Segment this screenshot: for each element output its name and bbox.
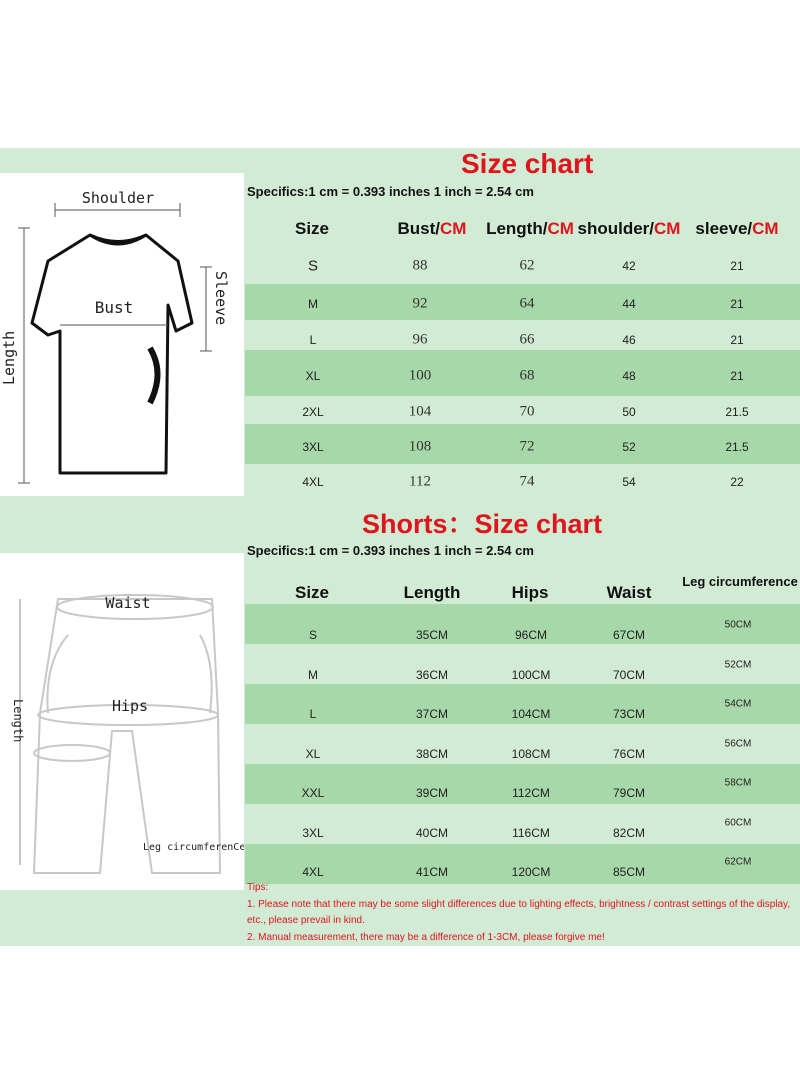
tshirt-illustration bbox=[0, 173, 244, 496]
shirt-cell: 104 bbox=[408, 403, 432, 420]
shorts-cell: 62CM bbox=[724, 856, 752, 868]
hips-label: Hips bbox=[111, 697, 149, 715]
shorts-header-leg: Leg circumference bbox=[682, 574, 798, 589]
tips-line-2: 2. Manual measurement, there may be a difference of 1-3CM, please forgive me! bbox=[247, 932, 605, 943]
shorts-cell: 85CM bbox=[612, 865, 646, 879]
shorts-cell: S bbox=[308, 628, 318, 642]
shirt-cell: L bbox=[309, 333, 317, 347]
shirt-cell: 21 bbox=[730, 259, 744, 273]
shorts-length-label: Length bbox=[11, 699, 25, 743]
shirt-cell: 4XL bbox=[302, 475, 324, 489]
leg-circumference-label: Leg circumferenCe bbox=[143, 842, 244, 853]
length-label: Length bbox=[0, 330, 18, 385]
shorts-cell: 41CM bbox=[415, 865, 449, 879]
shorts-cell: 58CM bbox=[724, 777, 752, 789]
shirt-cell: 21 bbox=[730, 297, 744, 311]
shirt-cell: 108 bbox=[408, 438, 432, 455]
bust-label: Bust bbox=[94, 298, 134, 317]
shorts-cell: M bbox=[308, 667, 318, 682]
shirt-cell: 2XL bbox=[302, 405, 324, 419]
shorts-cell: 4XL bbox=[302, 865, 324, 879]
shorts-cell: 67CM bbox=[612, 628, 646, 642]
shirt-header-sleeve: sleeve/CM bbox=[695, 219, 779, 238]
shorts-cell: 36CM bbox=[415, 667, 449, 682]
shorts-cell: 50CM bbox=[724, 619, 752, 631]
shirt-header-size: Size bbox=[294, 219, 330, 238]
shirt-header-shoulder: shoulder/CM bbox=[577, 219, 681, 238]
shirt-cell: 3XL bbox=[302, 440, 324, 454]
shirt-cell: 46 bbox=[622, 333, 636, 347]
shorts-illustration bbox=[0, 553, 244, 890]
shirt-cell: 48 bbox=[622, 369, 636, 383]
shirt-cell: 72 bbox=[519, 438, 535, 455]
shirt-cell: 50 bbox=[622, 405, 636, 419]
tshirt-diagram bbox=[0, 173, 244, 496]
shirt-header-length: Length/CM bbox=[486, 219, 574, 238]
shorts-cell: 38CM bbox=[415, 746, 449, 761]
shirt-cell: 74 bbox=[519, 473, 535, 490]
shoulder-label: Shoulder bbox=[81, 189, 155, 207]
shirt-cell: 68 bbox=[519, 367, 535, 384]
shorts-cell: 60CM bbox=[724, 817, 752, 828]
shirt-cell: 44 bbox=[622, 297, 636, 311]
shorts-cell: 37CM bbox=[415, 707, 449, 721]
shirt-cell: S bbox=[307, 257, 319, 275]
shirt-cell: 92 bbox=[412, 295, 428, 312]
tips-heading: Tips: bbox=[247, 882, 269, 893]
shorts-header-size: Size bbox=[294, 583, 330, 602]
sleeve-label: Sleeve bbox=[212, 271, 230, 326]
shirt-cell: 66 bbox=[519, 331, 535, 348]
shorts-cell: 76CM bbox=[612, 746, 646, 761]
shorts-cell: 3XL bbox=[302, 825, 324, 840]
shorts-cell: XXL bbox=[301, 786, 325, 800]
shorts-title: Shorts：Size chart bbox=[362, 509, 603, 539]
shirt-cell: 22 bbox=[730, 475, 744, 489]
tips-line-1: 1. Please note that there may be some slight differences due to lighting effects, brightness / contrast settings of the display, bbox=[247, 899, 791, 910]
shorts-cell: L bbox=[309, 707, 317, 721]
shorts-cell: 96CM bbox=[514, 628, 548, 642]
shorts-cell: 54CM bbox=[724, 698, 752, 710]
shorts-header-hips: Hips bbox=[511, 583, 549, 602]
shorts-cell: XL bbox=[305, 746, 321, 761]
shirt-cell: 96 bbox=[412, 331, 428, 348]
shorts-cell: 112CM bbox=[512, 786, 550, 800]
shirt-cell: 52 bbox=[622, 440, 636, 454]
waist-label: Waist bbox=[105, 594, 151, 612]
shorts-cell: 120CM bbox=[511, 865, 551, 879]
shirt-cell: XL bbox=[305, 369, 321, 383]
shirt-specifics: Specifics:1 cm = 0.393 inches 1 inch = 2.54 cm bbox=[247, 184, 534, 199]
shorts-cell: 35CM bbox=[415, 628, 449, 642]
shirt-cell: 21 bbox=[730, 333, 744, 347]
shorts-cell: 79CM bbox=[612, 786, 646, 800]
shorts-header-waist: Waist bbox=[606, 583, 652, 602]
shirt-header-bust: Bust/CM bbox=[397, 219, 467, 238]
shirt-cell: 21 bbox=[730, 369, 744, 383]
shorts-cell: 116CM bbox=[512, 825, 550, 840]
shirt-cell: 88 bbox=[412, 257, 428, 274]
shorts-header-length: Length bbox=[403, 583, 461, 602]
shirt-cell: 54 bbox=[622, 475, 636, 489]
shorts-cell: 108CM bbox=[511, 746, 551, 761]
shirt-cell: M bbox=[308, 297, 318, 311]
shorts-cell: 52CM bbox=[724, 659, 752, 670]
shorts-cell: 56CM bbox=[724, 738, 752, 749]
shirt-title: Size chart bbox=[461, 148, 594, 179]
shorts-cell: 40CM bbox=[415, 825, 449, 840]
shirt-cell: 100 bbox=[408, 367, 432, 384]
shorts-cell: 39CM bbox=[415, 786, 449, 800]
tips-line-1b: etc., please prevail in kind. bbox=[247, 915, 365, 926]
shorts-diagram bbox=[0, 553, 244, 890]
shorts-cell: 82CM bbox=[612, 825, 646, 840]
shirt-cell: 112 bbox=[409, 473, 431, 490]
shirt-cell: 64 bbox=[519, 295, 535, 312]
shorts-cell: 100CM bbox=[511, 667, 551, 682]
shirt-cell: 62 bbox=[519, 257, 535, 274]
shorts-cell: 73CM bbox=[612, 707, 646, 721]
shirt-cell: 21.5 bbox=[725, 405, 749, 419]
shorts-cell: 70CM bbox=[612, 667, 646, 682]
shirt-cell: 70 bbox=[519, 403, 535, 420]
shirt-cell: 42 bbox=[622, 259, 636, 273]
shirt-cell: 21.5 bbox=[725, 440, 749, 454]
shorts-cell: 104CM bbox=[511, 707, 551, 721]
shorts-specifics: Specifics:1 cm = 0.393 inches 1 inch = 2.54 cm bbox=[247, 543, 534, 558]
